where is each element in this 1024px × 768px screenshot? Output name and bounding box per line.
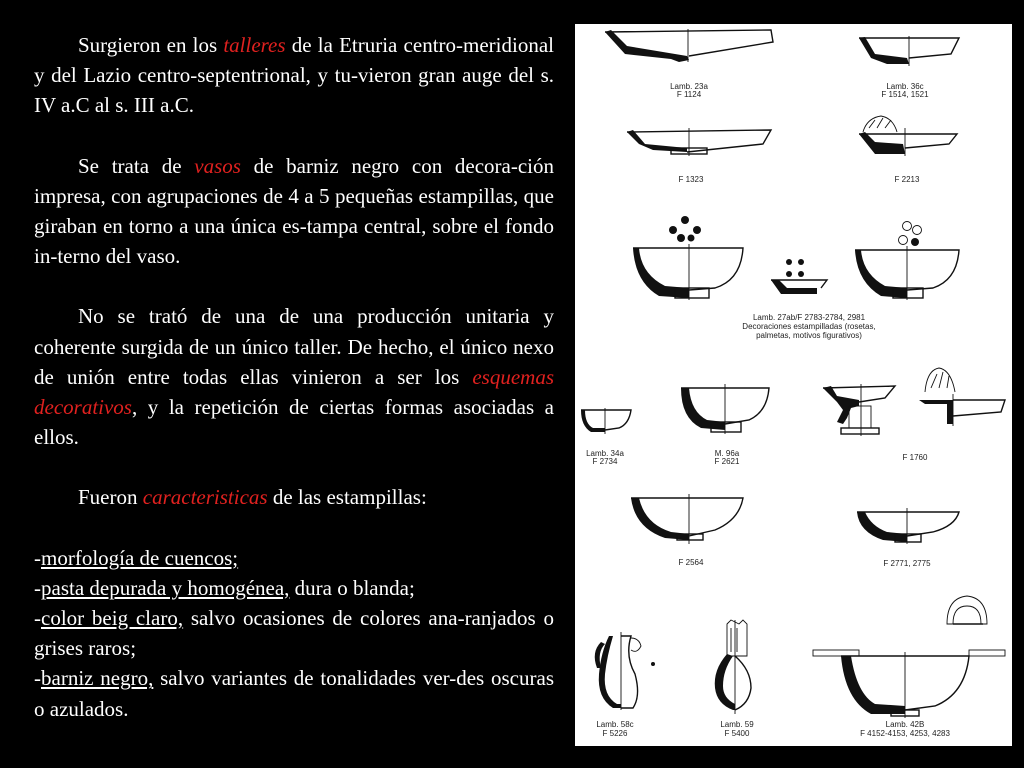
label-f-2564: F 2564 bbox=[678, 558, 704, 567]
vessel-lamb-59 bbox=[715, 620, 751, 714]
label-lamb-59: Lamb. 59 bbox=[720, 720, 754, 729]
label-f-1514: F 1514, 1521 bbox=[881, 90, 929, 99]
vessel-lamb-58c bbox=[595, 632, 655, 710]
pottery-typology-plate bbox=[575, 24, 1012, 746]
highlight-vasos: vasos bbox=[194, 153, 241, 178]
vessel-lamb-36c bbox=[859, 36, 959, 66]
pottery-drawings bbox=[575, 24, 1012, 746]
highlight-talleres: talleres bbox=[223, 33, 286, 57]
vessel-f-2771 bbox=[857, 508, 959, 544]
vessel-f-1760 bbox=[919, 368, 1005, 426]
label-f-1760: F 1760 bbox=[902, 453, 928, 462]
label-lamb-23a: Lamb. 23a bbox=[670, 82, 708, 91]
vessel-lamb-27-left bbox=[633, 244, 743, 300]
list-item-morphology: -morfología de cuencos; bbox=[34, 545, 239, 570]
label-lamb-34a: Lamb. 34a bbox=[586, 449, 624, 458]
vessel-f-2564 bbox=[631, 494, 743, 544]
vessel-f-2213 bbox=[859, 116, 957, 156]
paragraph-characteristics: Fueron caracteristicas de las estampillas: bbox=[78, 485, 427, 510]
rosette-stamps bbox=[669, 216, 922, 277]
label-m-96a: M. 96a bbox=[714, 449, 740, 458]
highlight-esquemas: esquemas decorativos bbox=[34, 364, 554, 420]
vessel-stemmed-cup bbox=[823, 384, 895, 436]
list-item-paste: -pasta depurada y homogénea, dura o blanda; bbox=[34, 575, 415, 600]
label-f-4152: F 4152-4153, 4253, 4283 bbox=[860, 729, 950, 738]
text-body bbox=[34, 30, 554, 724]
label-f-1124: F 1124 bbox=[676, 90, 702, 99]
label-lamb-42b: Lamb. 42B bbox=[885, 720, 925, 729]
vessel-lamb-42b bbox=[813, 596, 1005, 718]
label-lamb-58c: Lamb. 58c bbox=[596, 720, 634, 729]
label-f-2734: F 2734 bbox=[592, 457, 618, 466]
vessel-fragment-stamped bbox=[771, 280, 827, 294]
vessel-m-96a bbox=[681, 384, 769, 434]
label-f-1323: F 1323 bbox=[678, 175, 704, 184]
label-f-5226: F 5226 bbox=[602, 729, 628, 738]
vessel-f-1323 bbox=[627, 128, 771, 156]
paragraph-production: No se trató de una de una producción unitaria y coherente surgida de un único taller. De hecho, el único nexo de unión entre todas ellas vinieron a ser los esquemas decorativos, y la repetición de ciertas formas asociadas a ellos. bbox=[34, 304, 554, 450]
label-f-2771: F 2771, 2775 bbox=[883, 559, 931, 568]
label-f-5400: F 5400 bbox=[724, 729, 750, 738]
vessel-lamb-23a bbox=[605, 29, 773, 62]
paragraph-origin: Surgieron en los talleres de la Etruria centro-meridional y del Lazio centro-septentrional, y tu-vieron gran auge del s. IV a.C al s. III a.C. bbox=[34, 33, 554, 118]
label-f-2621: F 2621 bbox=[714, 457, 740, 466]
label-deco-1: Decoraciones estampilladas (rosetas, bbox=[742, 322, 876, 331]
label-deco-2: palmetas, motivos figurativos) bbox=[756, 331, 862, 340]
vessel-lamb-34a bbox=[581, 408, 631, 434]
highlight-caracteristicas: caracteristicas bbox=[142, 485, 268, 510]
label-f-2213: F 2213 bbox=[894, 175, 920, 184]
vessel-lamb-27-right bbox=[855, 246, 959, 300]
list-item-color: -color beig claro, salvo ocasiones de colores ana-ranjados o grises raros; bbox=[34, 606, 554, 661]
list-item-varnish: -barniz negro, salvo variantes de tonalidades ver-des oscuras o azulados. bbox=[34, 666, 554, 721]
paragraph-description: Se trata de vasos de barniz negro con decora-ción impresa, con agrupaciones de 4 a 5 pequeñas estampillas, que giraban en torno a una única es-tampa central, sobre el fondo in-terno del vaso. bbox=[34, 153, 555, 269]
label-lamb-27: Lamb. 27ab/F 2783-2784, 2981 bbox=[752, 313, 866, 322]
label-lamb-36c: Lamb. 36c bbox=[886, 82, 924, 91]
